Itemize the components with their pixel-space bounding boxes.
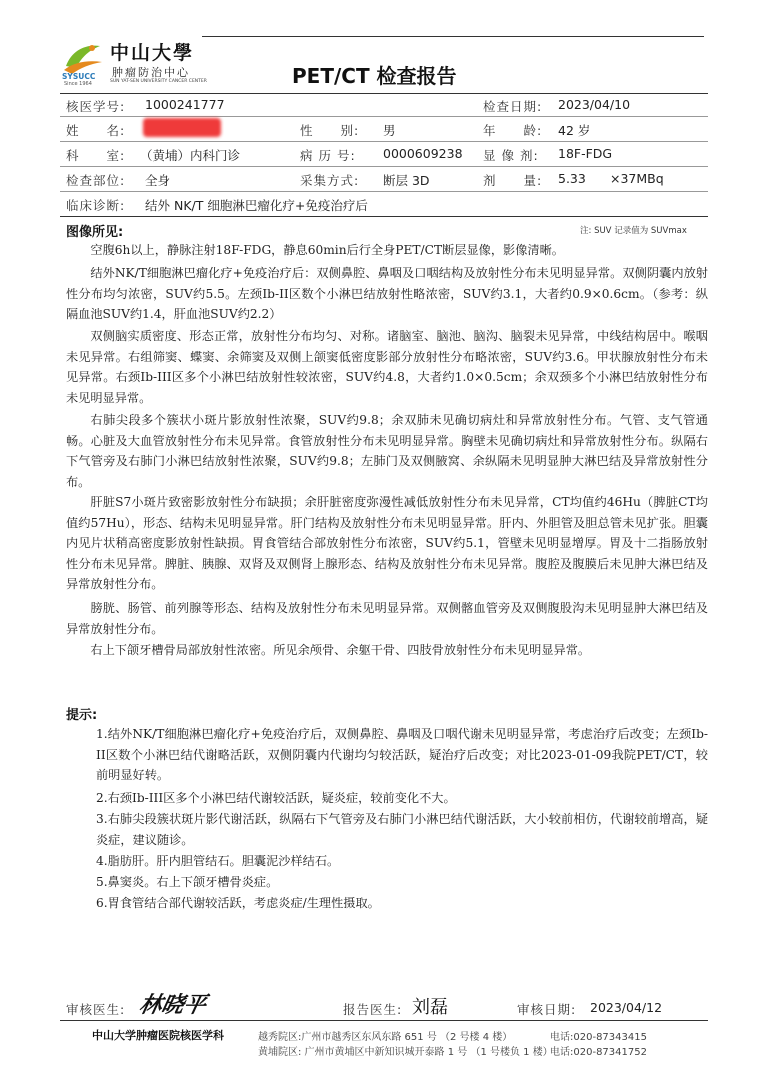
dose-label: 剂 量:	[483, 173, 543, 188]
finding-paragraph-7: 右上下颌牙槽骨局部放射性浓密。所见余颅骨、余躯干骨、四肢骨放射性分布未见明显异常。	[90, 643, 591, 657]
footer-address-1: 越秀院区:广州市越秀区东风东路 651 号 （2 号楼 4 楼）	[258, 1032, 513, 1043]
finding-paragraph-1: 空腹6h以上，静脉注射18F-FDG，静息60min后行全身PET/CT断层显像，影像清晰。	[90, 243, 564, 257]
gender-label: 性 别:	[300, 123, 360, 138]
dept: （黄埔）内科门诊	[140, 148, 241, 163]
center-name-en: SUN YAT-SEN UNIVERSITY CANCER CENTER	[110, 79, 207, 84]
info-rule-3	[60, 166, 708, 167]
footer-department: 中山大学肿瘤医院核医学科	[92, 1029, 224, 1042]
tip-item-2: 2.右颈Ib-III区多个小淋巴结代谢较活跃，疑炎症，较前变化不大。	[96, 791, 456, 805]
review-date-label: 审核日期:	[517, 1002, 577, 1017]
clinical-diagnosis: 结外 NK/T 细胞淋巴瘤化疗+免疫治疗后	[145, 198, 368, 213]
footer-phone-1: 电话:020-87343415	[550, 1032, 647, 1043]
dose-value: 5.33	[558, 171, 586, 186]
info-rule-4	[60, 191, 708, 192]
tip-item-5: 5.鼻窦炎。右上下颌牙槽骨炎症。	[96, 875, 279, 889]
tip-item-1: 1.结外NK/T细胞淋巴瘤化疗+免疫治疗后，双侧鼻腔、鼻咽及口咽代谢未见明显异常，考虑治疗后改变；左颈Ib-II区数个小淋巴结代谢略活跃，双侧阴囊内代谢均匀较活跃，疑治疗后改变；对比2023-01-09我院PET/CT，较前明显好转。	[96, 727, 708, 782]
footer-rule	[60, 1020, 708, 1021]
tip-item-6: 6.胃食管结合部代谢较活跃，考虑炎症/生理性摄取。	[96, 896, 380, 910]
gender: 男	[383, 123, 396, 138]
nuclear-id: 1000241777	[145, 97, 225, 112]
info-rule-1	[60, 116, 708, 117]
info-rule-0	[60, 93, 708, 94]
reporter-signature: 刘磊	[412, 997, 448, 1018]
part-label: 检查部位:	[66, 173, 126, 188]
tip-item-3: 3.右肺尖段簇状斑片影代谢活跃，纵隔右下气管旁及右肺门小淋巴结代谢活跃，大小较前相仿，代谢较前增高，疑炎症，建议随诊。	[96, 812, 708, 847]
diag-label: 临床诊断:	[66, 198, 126, 213]
name-redaction	[143, 118, 221, 137]
review-date: 2023/04/12	[590, 1000, 663, 1015]
finding-paragraph-4: 右肺尖段多个簇状小斑片影放射性浓聚，SUV约9.8；余双肺未见确切病灶和异常放射性分布。气管、支气管通畅。心脏及大血管放射性分布未见异常。食管放射性分布未见明显异常。胸壁未见确切病灶和异常放射性分布。纵隔右下气管旁及右肺门小淋巴结放射性浓聚，SUV约9.8；左肺门及双侧腋窝、余纵隔未见明显肿大淋巴结及异常放射性分布。	[66, 413, 708, 489]
suv-note: 注: SUV 记录值为 SUVmax	[580, 226, 687, 236]
agent-label: 显 像 剂:	[483, 148, 539, 163]
finding-paragraph-5: 肝脏S7小斑片致密影放射性分布缺损；余肝脏密度弥漫性减低放射性分布未见异常，CT均值约46Hu（脾脏CT均值约57Hu），形态、结构未见明显异常。肝门结构及放射性分布未见明显异常。肝内、外胆管及胆总管未见扩张。胆囊内见片状稍高密度影放射性缺损。胃食管结合部放射性分布浓密，SUV约5.1，管壁未见明显增厚。胃及十二指肠放射性分布未见异常。脾脏、胰腺、双肾及双侧肾上腺形态、结构及放射性分布未见异常。腹腔及腹膜后未见肿大淋巴结及异常放射性分布。	[66, 495, 708, 591]
exam-part: 全身	[145, 173, 171, 188]
reporter-label: 报告医生:	[343, 1002, 403, 1017]
center-name: 肿瘤防治中心	[112, 66, 190, 79]
tip-item-4: 4.脂肪肝。肝内胆管结石。胆囊泥沙样结石。	[96, 854, 340, 868]
tips-title: 提示:	[66, 708, 98, 723]
record-number: 0000609238	[383, 146, 463, 161]
acquisition-method: 断层 3D	[383, 173, 430, 188]
finding-paragraph-6: 膀胱、肠管、前列腺等形态、结构及放射性分布未见明显异常。双侧髂血管旁及双侧腹股沟未见明显肿大淋巴结及异常放射性分布。	[66, 601, 708, 636]
age-label: 年 龄:	[483, 123, 543, 138]
imaging-agent: 18F-FDG	[558, 146, 613, 161]
exam-date: 2023/04/10	[558, 97, 631, 112]
nuclear-id-label: 核医学号:	[66, 99, 126, 114]
record-label: 病 历 号:	[300, 148, 356, 163]
exam-date-label: 检查日期:	[483, 99, 543, 114]
footer-address-2: 黄埔院区: 广州市黄埔区中新知识城开泰路 1 号 （1 号楼负 1 楼）	[258, 1047, 553, 1058]
dept-label: 科 室:	[66, 148, 126, 163]
name-label: 姓 名:	[66, 123, 126, 138]
info-rule-2	[60, 141, 708, 142]
reviewer-label: 审核医生:	[66, 1002, 126, 1017]
finding-paragraph-2: 结外NK/T细胞淋巴瘤化疗+免疫治疗后：双侧鼻腔、鼻咽及口咽结构及放射性分布未见明显异常。双侧阴囊内放射性分布均匀浓密，SUV约5.5。左颈Ib-II区数个小淋巴结放射性略浓密，SUV约3.1，大者约0.9×0.6cm。（参考：纵隔血池SUV约1.4，肝血池SUV约2.2）	[66, 266, 708, 321]
hospital-logo	[62, 40, 207, 87]
report-title: PET/CT 检查报告	[292, 64, 457, 88]
logo-acronym: SYSUCC	[62, 72, 96, 81]
reviewer-signature: 林晓平	[136, 992, 209, 1018]
logo-year: Since 1964	[64, 81, 92, 87]
info-rule-5	[60, 216, 708, 217]
finding-paragraph-3: 双侧脑实质密度、形态正常，放射性分布均匀、对称。诸脑室、脑池、脑沟、脑裂未见异常，中线结构居中。喉咽未见异常。右组筛窦、蝶窦、余筛窦及双侧上颌窦低密度影部分放射性分布略浓密，SUV约3.6。甲状腺放射性分布未见异常。右颈Ib-III区多个小淋巴结放射性较浓密，SUV约4.8，大者约1.0×0.5cm；余双颈多个小淋巴结放射性分布未见明显异常。	[66, 329, 708, 405]
university-name: 中山大學	[110, 42, 195, 64]
method-label: 采集方式:	[300, 173, 360, 188]
dose-unit: ×37MBq	[610, 171, 664, 186]
findings-title: 图像所见:	[66, 225, 124, 240]
footer-phone-2: 电话:020-87341752	[550, 1047, 647, 1058]
age: 42 岁	[558, 123, 591, 138]
header-top-rule	[202, 36, 704, 37]
logo-emblem-icon	[62, 40, 104, 76]
